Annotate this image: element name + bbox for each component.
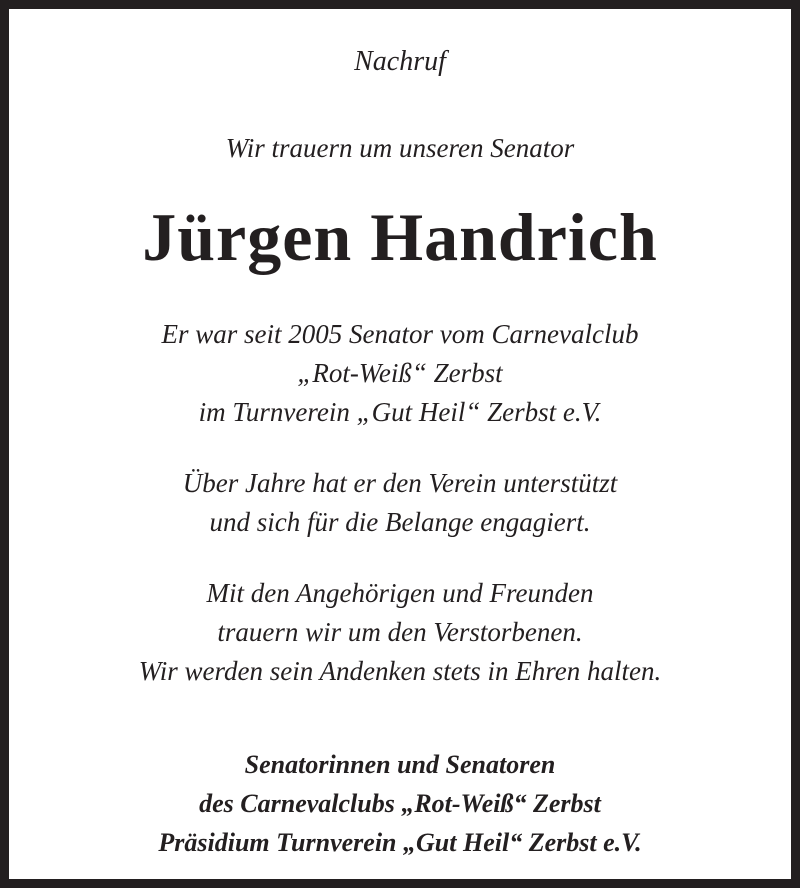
paragraph-line: „Rot-Weiß“ Zerbst xyxy=(297,358,503,388)
intro-line: Wir trauern um unseren Senator xyxy=(225,133,575,163)
signature-line: Präsidium Turnverein „Gut Heil“ Zerbst e.V. xyxy=(158,828,642,857)
paragraph-line: Wir werden sein Andenken stets in Ehren halten. xyxy=(138,656,662,686)
paragraph-line: trauern wir um den Verstorbenen. xyxy=(217,617,583,647)
paragraph-line: Über Jahre hat er den Verein unterstützt xyxy=(182,468,618,498)
support-paragraph xyxy=(18,464,782,542)
paragraph-line: im Turnverein „Gut Heil“ Zerbst e.V. xyxy=(198,397,602,427)
signature-block xyxy=(18,745,782,862)
notice-heading: Nachruf xyxy=(354,46,446,77)
paragraph-line: Mit den Angehörigen und Freunden xyxy=(206,578,594,608)
paragraph-line: und sich für die Belange engagiert. xyxy=(209,507,591,537)
signature-line: Senatorinnen und Senatoren xyxy=(244,750,556,779)
condolence-paragraph xyxy=(18,574,782,691)
membership-paragraph xyxy=(18,315,782,432)
signature-line: des Carnevalclubs „Rot-Weiß“ Zerbst xyxy=(199,789,601,818)
deceased-name: Jürgen Handrich xyxy=(142,199,658,275)
paragraph-line: Er war seit 2005 Senator vom Carnevalclub xyxy=(161,319,639,349)
obituary-content xyxy=(18,18,782,870)
